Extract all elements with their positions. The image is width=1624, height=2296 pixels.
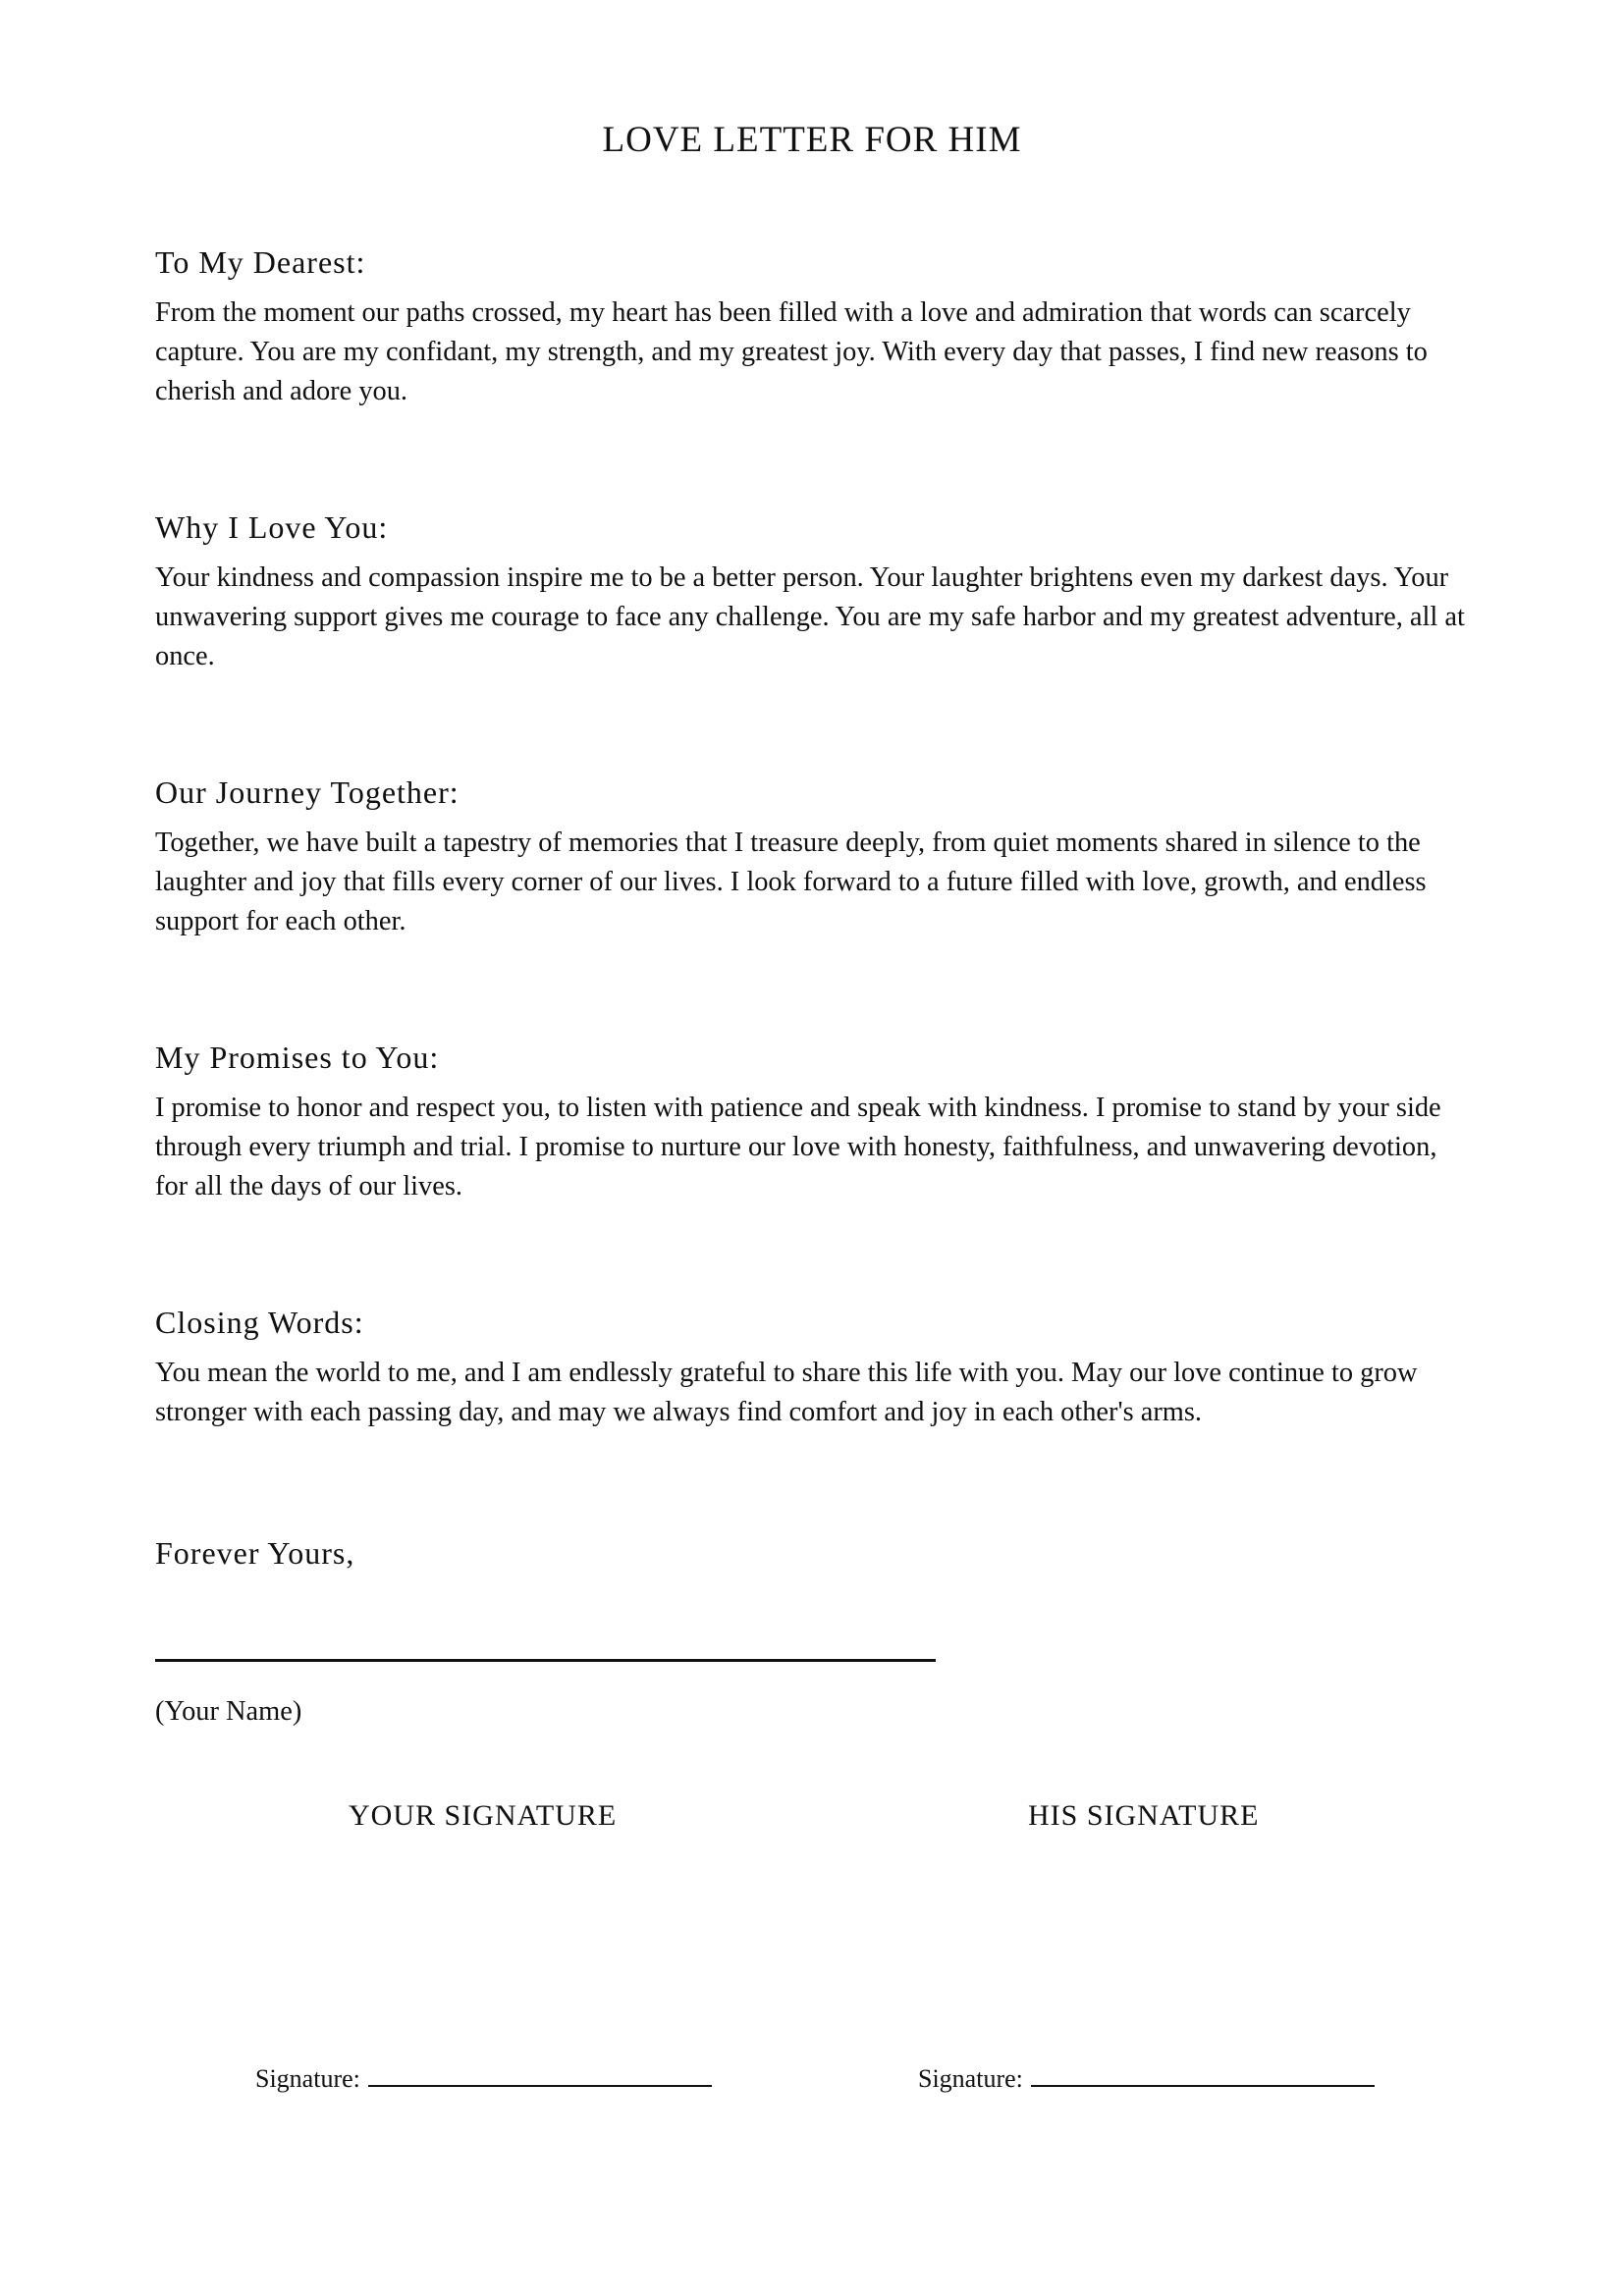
signature-line[interactable] (1031, 2061, 1375, 2087)
section-our-journey-together (155, 771, 1471, 941)
signature-label: Signature: (255, 2064, 360, 2093)
section-heading: Why I Love You: (155, 509, 389, 545)
your-signature-field[interactable] (255, 2061, 712, 2097)
his-signature-heading: HIS SIGNATURE (1028, 1799, 1260, 1832)
your-signature-heading: YOUR SIGNATURE (349, 1799, 618, 1832)
section-closing-words (155, 1301, 1471, 1432)
section-heading: Closing Words: (155, 1305, 364, 1340)
closing-salutation: Forever Yours, (155, 1535, 355, 1571)
his-signature-field[interactable] (918, 2061, 1375, 2097)
document-title: LOVE LETTER FOR HIM (602, 120, 1022, 160)
section-body: Together, we have built a tapestry of memories that I treasure deeply, from quiet moments shared in silence to the laughter and joy that fills every corner of our lives. I look forward to a future filled with love, growth, and endless support for each other. (155, 828, 1427, 936)
name-line[interactable] (155, 1659, 936, 1662)
section-why-i-love-you (155, 506, 1471, 676)
section-heading: To My Dearest: (155, 244, 366, 280)
name-placeholder: (Your Name) (155, 1696, 302, 1727)
section-body: From the moment our paths crossed, my heart has been filled with a love and admiration that words can scarcely capture. You are my confidant, my strength, and my greatest joy. With every day that passes, I find new reasons to cherish and adore you. (155, 297, 1428, 406)
section-to-my-dearest (155, 240, 1471, 411)
section-body: You mean the world to me, and I am endlessly grateful to share this life with you. May our love continue to grow stronger with each passing day, and may we always find comfort and joy in each other's arms. (155, 1358, 1418, 1427)
signature-label: Signature: (918, 2064, 1023, 2093)
signature-line[interactable] (368, 2061, 712, 2087)
section-body: Your kindness and compassion inspire me to be a better person. Your laughter brightens even my darkest days. Your unwavering support gives me courage to face any challenge. You are my safe harbor and my greatest adventure, all at once. (155, 562, 1465, 671)
section-heading: My Promises to You: (155, 1040, 440, 1075)
section-heading: Our Journey Together: (155, 774, 460, 810)
section-body: I promise to honor and respect you, to listen with patience and speak with kindness. I promise to stand by your side through every triumph and trial. I promise to nurture our love with honesty, faithfulness, and unwavering devotion, for all the days of our lives. (155, 1093, 1441, 1201)
section-my-promises (155, 1036, 1471, 1206)
